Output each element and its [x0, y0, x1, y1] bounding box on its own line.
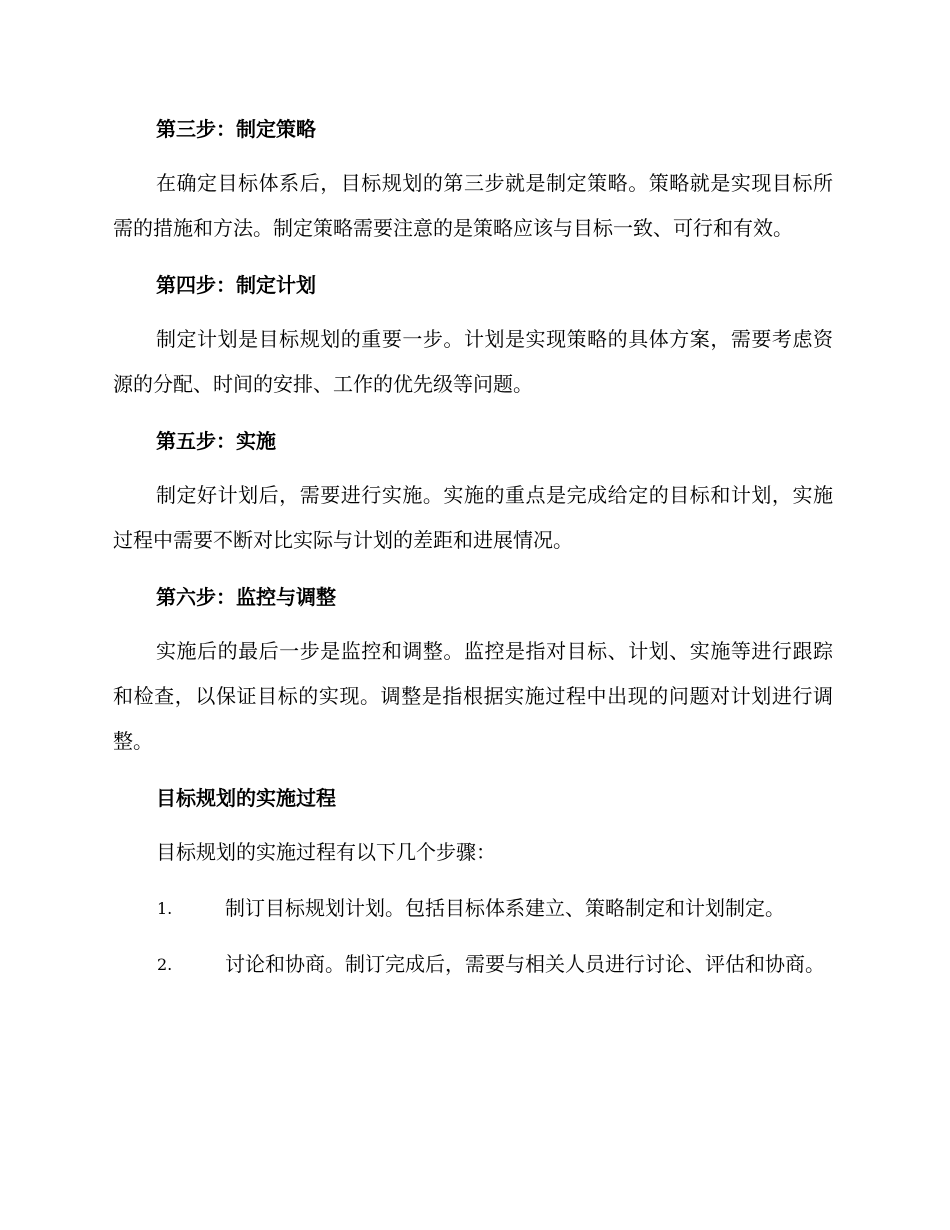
section-body-step-5: 制定好计划后，需要进行实施。实施的重点是完成给定的目标和计划，实施过程中需要不断对比实际与计划的差距和进展情况。: [113, 483, 833, 552]
section-heading-step-6: 第六步：监控与调整: [156, 585, 336, 609]
section-heading-step-5: 第五步：实施: [156, 429, 276, 453]
list-item: [113, 942, 833, 987]
list-item-number: 1.: [157, 899, 173, 918]
section-body-step-3: 在确定目标体系后，目标规划的第三步就是制定策略。策略就是实现目标所需的措施和方法。制定策略需要注意的是策略应该与目标一致、可行和有效。: [113, 171, 833, 240]
section-body-step-6: 实施后的最后一步是监控和调整。监控是指对目标、计划、实施等进行跟踪和检查，以保证目标的实现。调整是指根据实施过程中出现的问题对计划进行调整。: [113, 639, 833, 753]
list-item-text: 讨论和协商。制订完成后，需要与相关人员进行讨论、评估和协商。: [225, 952, 825, 976]
section-body-step-4: 制定计划是目标规划的重要一步。计划是实现策略的具体方案，需要考虑资源的分配、时间的安排、工作的优先级等问题。: [113, 327, 833, 396]
document-content: [113, 106, 833, 998]
section-heading-step-3: 第三步：制定策略: [156, 117, 316, 141]
list-item-text: 制订目标规划计划。包括目标体系建立、策略制定和计划制定。: [225, 896, 785, 920]
section-heading-step-4: 第四步：制定计划: [156, 273, 316, 297]
list-item-number: 2.: [157, 955, 173, 974]
process-heading: 目标规划的实施过程: [156, 786, 336, 810]
process-intro: 目标规划的实施过程有以下几个步骤：: [156, 840, 496, 864]
list-item: [113, 886, 833, 931]
